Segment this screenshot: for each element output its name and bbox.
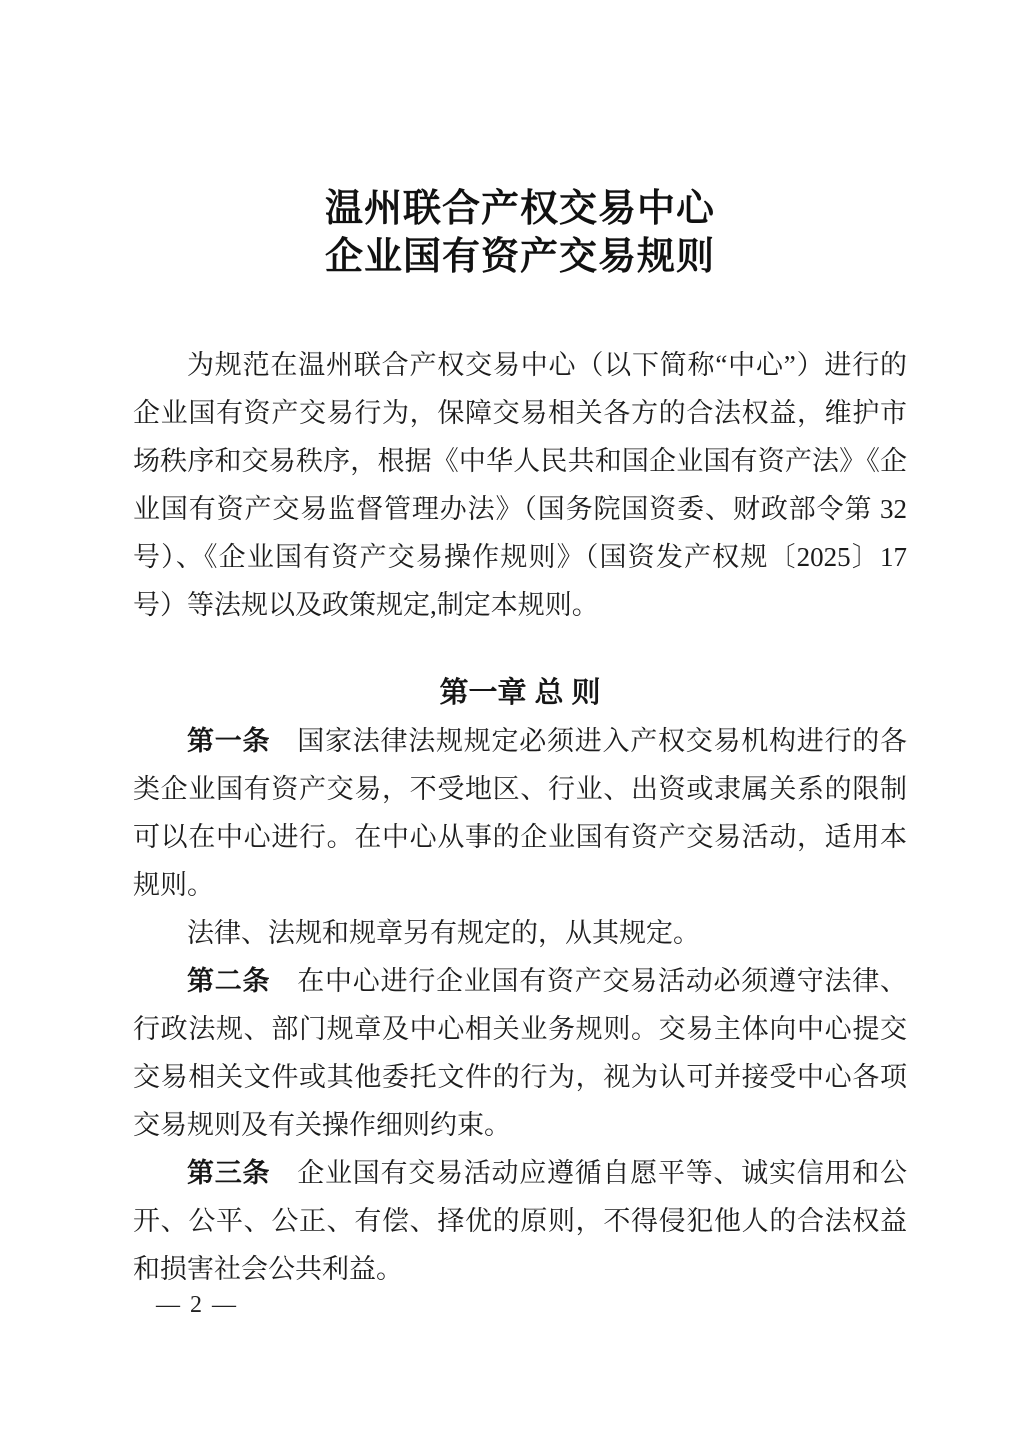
article-2-paragraph bbox=[133, 957, 907, 1149]
article-1-label: 第一条 bbox=[187, 726, 271, 756]
article-1-extra-paragraph bbox=[133, 909, 907, 957]
article-1-extra-text: 法律、法规和规章另有规定的，从其规定。 bbox=[187, 918, 700, 948]
article-3-text: 企业国有交易活动应遵循自愿平等、诚实信用和公开、公平、公正、有偿、择优的原则，不得侵犯他人的合法权益和损害社会公共利益。 bbox=[133, 1158, 907, 1284]
chapter-heading: 第一章 总 则 bbox=[439, 677, 601, 709]
intro-paragraph: 为规范在温州联合产权交易中心（以下简称“中心”）进行的企业国有资产交易行为，保障交易相关各方的合法权益，维护市场秩序和交易秩序，根据《中华人民共和国企业国有资产法》《企业国有资产交易监督管理办法》（国务院国资委、财政部令第 32 号）、《企业国有资产交易操作规则》（国资发产权规〔2025〕17 号）等法规以及政策规定,制定本规则。 bbox=[133, 350, 907, 620]
article-2-text: 在中心进行企业国有资产交易活动必须遵守法律、行政法规、部门规章及中心相关业务规则。交易主体向中心提交交易相关文件或其他委托文件的行为，视为认可并接受中心各项交易规则及有关操作细则约束。 bbox=[133, 966, 907, 1140]
article-1-paragraph bbox=[133, 717, 907, 909]
document-title-line-2: 企业国有资产交易规则 bbox=[324, 236, 715, 278]
document-title bbox=[133, 185, 907, 281]
document-title-line-1: 温州联合产权交易中心 bbox=[324, 188, 715, 230]
article-3-paragraph bbox=[133, 1149, 907, 1293]
page-number: — 2 — bbox=[156, 1292, 238, 1318]
article-1-text: 国家法律法规规定必须进入产权交易机构进行的各类企业国有资产交易，不受地区、行业、出资或隶属关系的限制可以在中心进行。在中心从事的企业国有资产交易活动，适用本规则。 bbox=[133, 726, 907, 900]
article-2-label: 第二条 bbox=[187, 966, 271, 996]
article-3-label: 第三条 bbox=[187, 1158, 271, 1188]
